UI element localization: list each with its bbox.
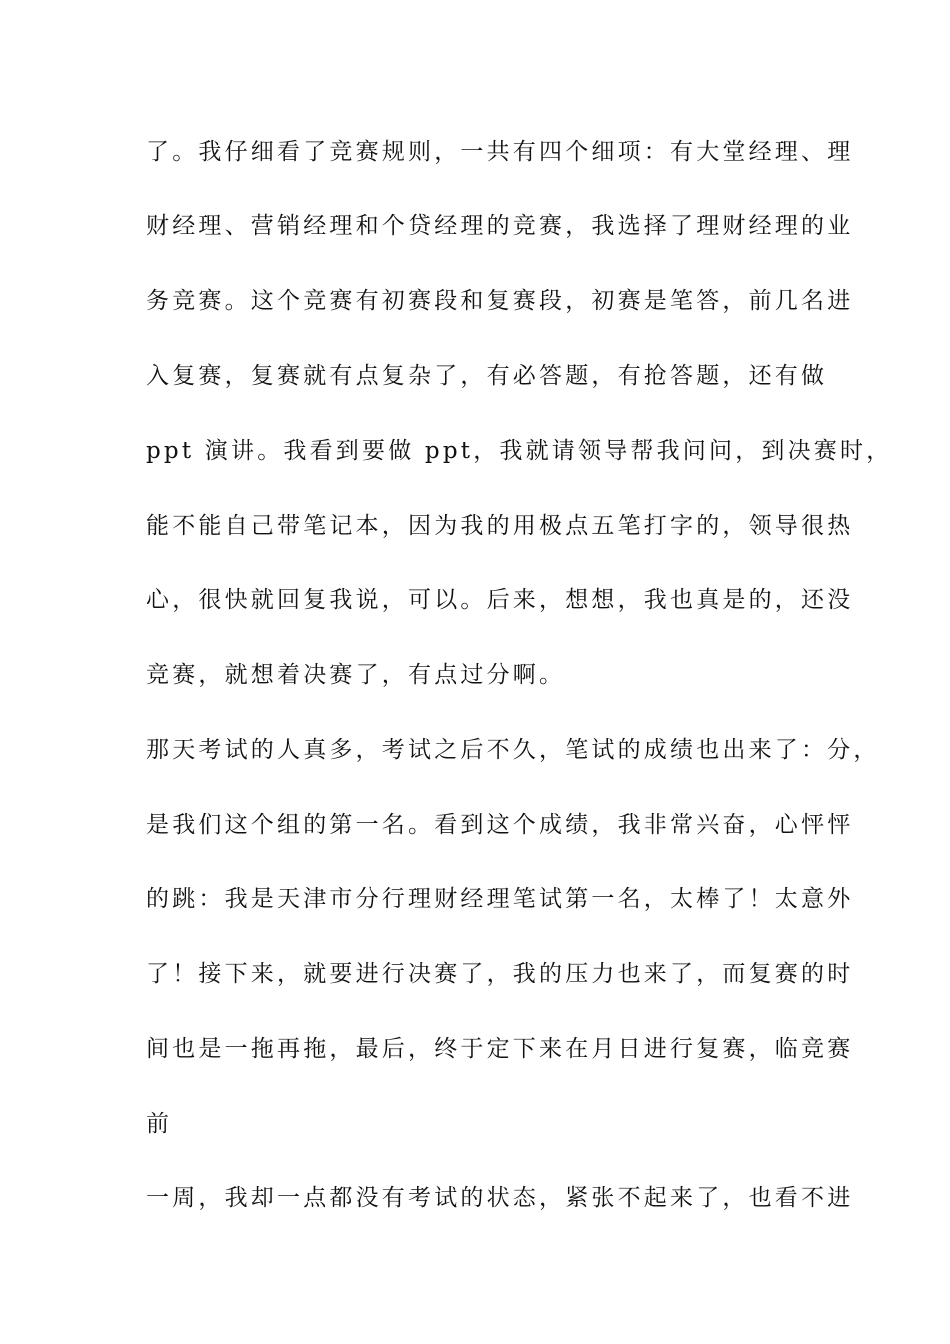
text-line-8: 竞赛，就想着决赛了，有点过分啊。 <box>146 662 566 688</box>
text-line-11: 的跳：我是天津市分行理财经理笔试第一名，太棒了！太意外 <box>146 886 854 912</box>
text-line-2: 财经理、营销经理和个贷经理的竞赛，我选择了理财经理的业 <box>146 213 854 239</box>
text-line-13: 间也是一拖再拖，最后，终于定下来在月日进行复赛，临竞赛 <box>146 1036 854 1062</box>
text-line-7: 心，很快就回复我说，可以。后来，想想，我也真是的，还没 <box>146 587 854 613</box>
text-line-5: ppt 演讲。我看到要做 ppt，我就请领导帮我问问，到决赛时， <box>146 438 893 464</box>
text-line-15: 一周，我却一点都没有考试的状态，紧张不起来了，也看不进 <box>146 1185 854 1211</box>
text-line-14: 前 <box>146 1111 173 1137</box>
text-line-9: 那天考试的人真多，考试之后不久，笔试的成绩也出来了：分， <box>146 737 880 763</box>
text-line-12: 了！接下来，就要进行决赛了，我的压力也来了，而复赛的时 <box>146 961 854 987</box>
text-line-6: 能不能自己带笔记本，因为我的用极点五笔打字的，领导很热 <box>146 513 854 539</box>
text-line-1: 了。我仔细看了竞赛规则，一共有四个细项：有大堂经理、理 <box>146 139 854 165</box>
text-line-4: 入复赛，复赛就有点复杂了，有必答题，有抢答题，还有做 <box>146 363 828 389</box>
text-line-10: 是我们这个组的第一名。看到这个成绩，我非常兴奋，心怦怦 <box>146 812 854 838</box>
text-line-3: 务竞赛。这个竞赛有初赛段和复赛段，初赛是笔答，前几名进 <box>146 288 854 314</box>
